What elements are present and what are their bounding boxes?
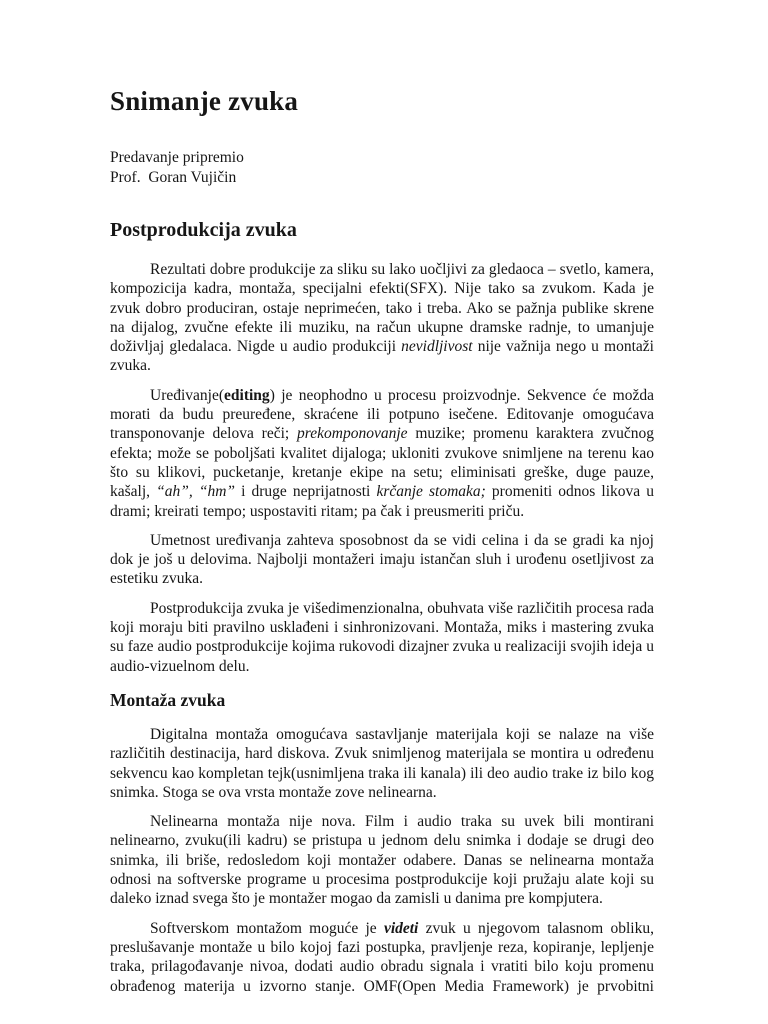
text-segment: krčanje stomaka; bbox=[376, 483, 486, 501]
byline-line-author: Prof. Goran Vujičin bbox=[110, 168, 237, 186]
text-segment: i druge neprijatnosti bbox=[235, 483, 377, 501]
paragraph-nonlinear-editing bbox=[110, 812, 654, 908]
text-segment: Nelinearna montaža nije nova. Film i audio traka su uvek bili montirani nelinearno, zvuku(ili kadru) se pristupa u jednom delu snimka i dodaje se drugi deo snimka, ili briše, redosledom koji montažer odabere. Danas se nelinearna montaža odnosi na softverske programe u procesima postprodukcije koji pružaju alate koji su daleko iznad svega što je montažer mogao da zamisli u danima pre kompjutera. bbox=[110, 813, 654, 908]
text-segment: ) je neophodno u procesu proizvodnje. Sekvence će možda morati da budu preuređene, skraćene ili potpuno isečene. Editovanje omogućava transponovanje delova reči; bbox=[110, 386, 654, 443]
byline-line-prepared-by: Predavanje pripremio bbox=[110, 149, 244, 166]
text-segment: prekomponovanje bbox=[297, 425, 408, 443]
paragraph-digital-editing bbox=[110, 725, 654, 802]
heading-montaza-zvuka: Montaža zvuka bbox=[110, 689, 226, 710]
text-segment: Digitalna montaža omogućava sastavljanje materijala koji se nalaze na više različitih destinacija, hard diskova. Zvuk snimljenog materijala se montira u određenu sekvencu kao kompletan tejk(usnimljena traka ili kanala) ili deo audio trake iz bilo kog snimka. Stoga se ova vrsta montaže zove nelinearna. bbox=[110, 725, 654, 801]
document-title: Snimanje zvuka bbox=[110, 86, 299, 116]
paragraph-production-results bbox=[110, 260, 654, 376]
document-content bbox=[110, 0, 654, 996]
paragraph-postproduction-multidimensional bbox=[110, 599, 654, 676]
text-segment: Rezultati dobre produkcije za sliku su lako uočljivi za gledaoca – svetlo, kamera, kompozicija kadra, montaža, specijalni efekti(SFX). Nije tako sa zvukom. Kada je zvuk dobro produciran, ostaje neprimećen, tako i treba. Ako se pažnja publike skrene na dijalog, zvučne efekte ili muziku, na račun ukupne dramske radnje, to umanjuje doživljaj gledalaca. Nigde u audio produkciji bbox=[110, 261, 654, 356]
text-segment: videti bbox=[383, 919, 419, 937]
text-segment: Postprodukcija zvuka je višedimenzionalna, obuhvata više različitih procesa rada koji moraju biti pravilno usklađeni i sinhronizovani. Montaža, miks i mastering zvuka su faze audio postprodukcije kojima rukovodi dizajner zvuka u realizaciji svojih ideja u audio-vizuelnom delu. bbox=[110, 599, 654, 675]
text-segment: editing bbox=[224, 386, 270, 404]
text-segment: Umetnost uređivanja zahteva sposobnost da se vidi celina i da se gradi ka njoj dok je još u delovima. Najbolji montažeri imaju istančan sluh i urođenu osetljivost za estetiku zvuka. bbox=[110, 531, 654, 588]
text-segment: Softverskom montažom moguće je bbox=[150, 919, 384, 937]
text-segment: muzike; promenu karaktera zvučnog efekta; može se poboljšati kvalitet dijaloga; ukloniti zvukove snimljene na terenu kao što su klikovi, pucketanje, kretanje ekipe na setu; eliminisati greške, duge pauze, kašalj, bbox=[110, 425, 655, 501]
paragraph-software-editing bbox=[110, 919, 654, 996]
text-segment: zvuk u njegovom talasnom obliku, preslušavanje montaže u bilo kojoj fazi postupka, pravljenje reza, kopiranje, lepljenje traka, prilagođavanje nivoa, dodati audio obradu signala i vratiti bilo koju promenu obrađenog materija u izvorno stanje. OMF(Open Media Framework) je prvobitni bbox=[110, 919, 654, 995]
byline bbox=[110, 148, 654, 187]
text-segment: Uređivanje( bbox=[150, 386, 225, 404]
text-segment: “ah”, “hm” bbox=[156, 483, 236, 501]
heading-postprodukcija-zvuka: Postprodukcija zvuka bbox=[110, 219, 297, 241]
paragraph-editing bbox=[110, 386, 654, 521]
paragraph-art-of-editing bbox=[110, 531, 654, 589]
text-segment: promeniti odnos likova u drami; kreirati tempo; uspostaviti ritam; pa čak i preusmeriti priču. bbox=[110, 483, 654, 520]
text-segment: nije važnija nego u montaži zvuka. bbox=[110, 338, 654, 375]
text-segment: nevidljivost bbox=[401, 338, 473, 356]
